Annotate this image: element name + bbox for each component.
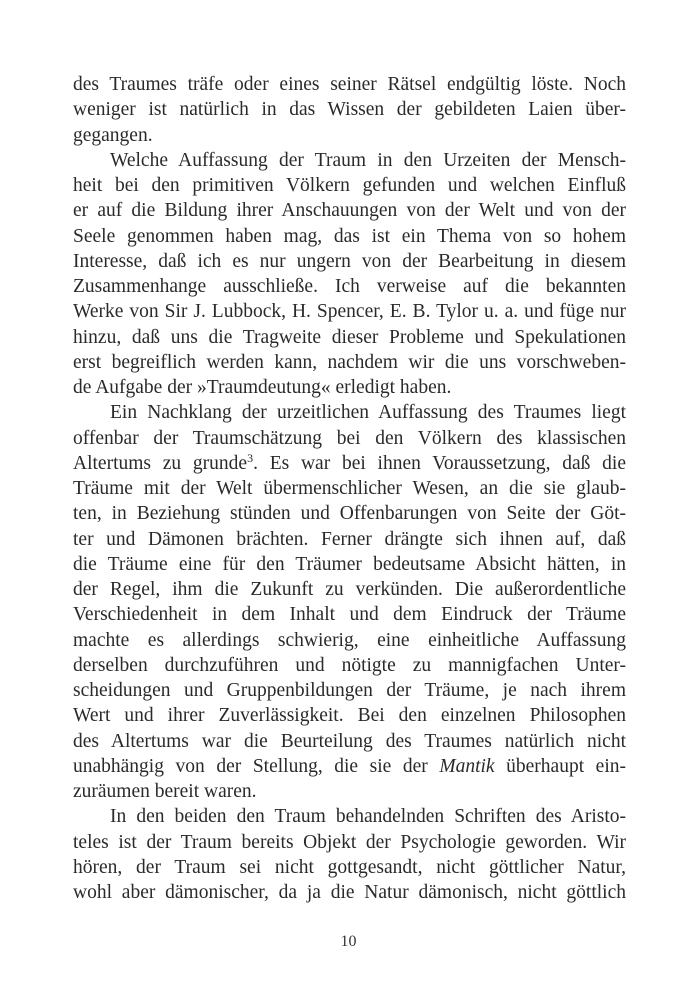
text-line bbox=[73, 577, 626, 602]
text-segment: der Regel, ihm die Zukunft zu verkünden. Die außerordentliche bbox=[73, 579, 626, 600]
text-segment: erst begreiflich werden kann, nachdem wir die uns vorschweben- bbox=[73, 351, 626, 373]
page-number: 10 bbox=[340, 933, 357, 950]
text-segment: des Traumes träfe oder eines seiner Rätsel endgültig löste. Noch bbox=[73, 74, 626, 95]
text-line bbox=[73, 224, 626, 249]
text-segment: offenbar der Traumschätzung bei den Völkern des klassischen bbox=[73, 427, 626, 449]
text-segment: machte es allerdings schwierig, eine einheitliche Auffassung bbox=[73, 629, 626, 651]
text-segment: Verschiedenheit in dem Inhalt und dem Eindruck der Träume bbox=[73, 604, 626, 626]
text-line bbox=[73, 148, 626, 173]
text-segment: In den beiden den Traum behandelnden Schriften des Aristo- bbox=[110, 806, 626, 828]
text-segment: Werke von Sir J. Lubbock, H. Spencer, E. B. Tylor u. a. und füge nur bbox=[73, 301, 626, 323]
text-segment: Welche Auffassung der Traum in den Urzeiten der Mensch- bbox=[110, 149, 626, 171]
text-segment: weniger ist natürlich in das Wissen der gebildeten Laien über- bbox=[73, 99, 626, 121]
text-segment: des Altertums war die Beurteilung des Traumes natürlich nicht bbox=[73, 730, 626, 752]
text-segment: de Aufgabe der »Traumdeutung« erledigt haben. bbox=[73, 377, 452, 398]
text-segment: die Träume eine für den Träumer bedeutsame Absicht hätten, in bbox=[73, 553, 626, 575]
text-segment: unabhängig von der Stellung, die sie der bbox=[73, 755, 440, 777]
text-segment: hören, der Traum sei nicht gottgesandt, nicht göttlicher Natur, bbox=[73, 856, 626, 878]
text-segment: . Es war bei ihnen Voraussetzung, daß die bbox=[253, 452, 626, 474]
text-line bbox=[73, 97, 626, 122]
text-line bbox=[73, 476, 626, 501]
text-segment: Träume mit der Welt übermenschlicher Wesen, an die sie glaub- bbox=[73, 478, 626, 499]
text-line bbox=[73, 729, 626, 754]
text-segment: Ein Nachklang der urzeitlichen Auffassung des Traumes liegt bbox=[110, 402, 626, 424]
text-segment: hinzu, daß uns die Tragweite dieser Probleme und Spekulationen bbox=[73, 326, 626, 348]
paragraph bbox=[73, 72, 626, 148]
paragraph bbox=[73, 148, 626, 401]
paragraph bbox=[73, 400, 626, 804]
text-segment: zuräumen bereit waren. bbox=[73, 781, 257, 802]
text-line bbox=[73, 779, 626, 804]
text-segment: derselben durchzuführen und nötigte zu mannigfachen Unter- bbox=[73, 654, 626, 676]
italic-term: Mantik bbox=[439, 755, 495, 777]
text-line bbox=[73, 451, 626, 476]
page-body bbox=[73, 72, 626, 905]
text-line bbox=[73, 678, 626, 703]
text-segment: Seele genommen haben mag, das ist ein Thema von so hohem bbox=[73, 225, 626, 247]
text-line bbox=[73, 703, 626, 728]
text-line bbox=[73, 123, 626, 148]
text-segment: heit bei den primitiven Völkern gefunden und welchen Einfluß bbox=[73, 175, 626, 196]
text-line bbox=[73, 325, 626, 350]
text-line bbox=[73, 880, 626, 905]
text-segment: Zusammenhange ausschließe. Ich verweise auf die bekannten bbox=[73, 276, 626, 297]
text-segment: er auf die Bildung ihrer Anschauungen von der Welt und von der bbox=[73, 200, 626, 222]
text-line bbox=[73, 350, 626, 375]
text-line bbox=[73, 552, 626, 577]
text-line bbox=[73, 72, 626, 97]
text-line bbox=[73, 653, 626, 678]
text-line bbox=[73, 198, 626, 223]
text-line bbox=[73, 804, 626, 829]
text-line bbox=[73, 628, 626, 653]
text-segment: ter und Dämonen brächten. Ferner drängte sich ihnen auf, daß bbox=[73, 528, 626, 550]
text-line bbox=[73, 754, 626, 779]
text-line bbox=[73, 501, 626, 526]
text-line bbox=[73, 173, 626, 198]
text-line bbox=[73, 249, 626, 274]
text-segment: gegangen. bbox=[73, 124, 153, 146]
text-line bbox=[73, 274, 626, 299]
text-segment: scheidungen und Gruppenbildungen der Träume, je nach ihrem bbox=[73, 680, 626, 701]
text-line bbox=[73, 855, 626, 880]
text-line bbox=[73, 400, 626, 425]
text-line bbox=[73, 602, 626, 627]
text-segment: ten, in Beziehung stünden und Offenbarungen von Seite der Göt- bbox=[73, 503, 626, 525]
text-line bbox=[73, 375, 626, 400]
text-line bbox=[73, 527, 626, 552]
text-segment: Wert und ihrer Zuverlässigkeit. Bei den einzelnen Philosophen bbox=[73, 705, 626, 727]
text-segment: Altertums zu grunde bbox=[73, 452, 248, 474]
text-line bbox=[73, 426, 626, 451]
text-line bbox=[73, 830, 626, 855]
text-segment: teles ist der Traum bereits Objekt der Psychologie geworden. Wir bbox=[73, 831, 626, 853]
text-line bbox=[73, 299, 626, 324]
text-segment: Interesse, daß ich es nur ungern von der Bearbeitung in diesem bbox=[73, 250, 626, 272]
paragraph bbox=[73, 804, 626, 905]
text-segment: wohl aber dämonischer, da ja die Natur dämonisch, nicht göttlich bbox=[73, 882, 626, 903]
text-segment: überhaupt ein- bbox=[494, 755, 626, 777]
footnote-marker[interactable]: 3 bbox=[247, 450, 254, 465]
